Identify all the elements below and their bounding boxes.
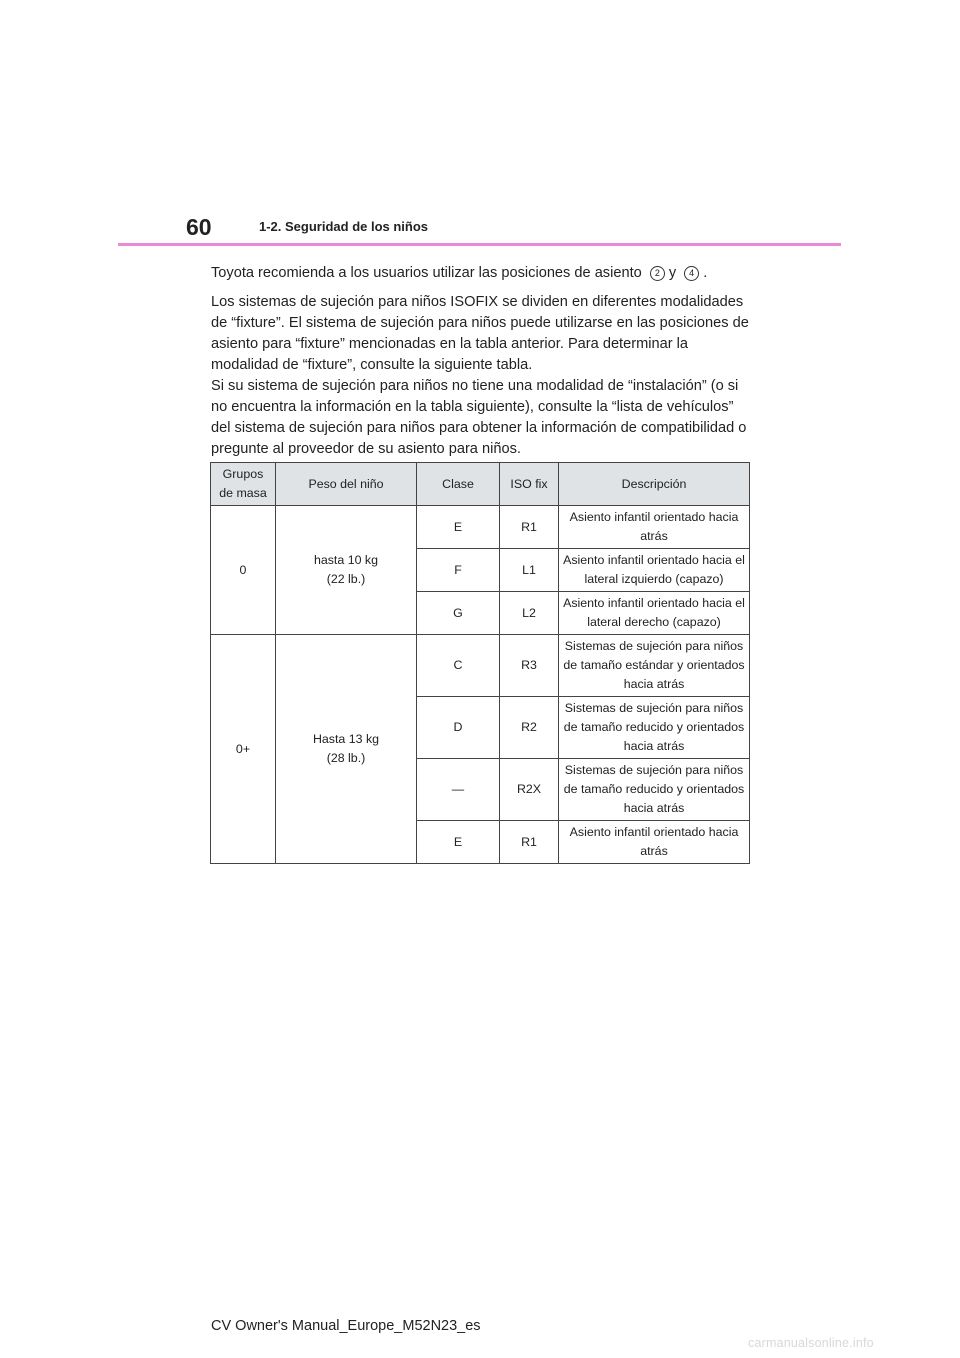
header-divider <box>118 243 841 246</box>
description-cell: Asiento infantil orientado hacia el lateral izquierdo (capazo) <box>559 549 750 592</box>
iso-cell: L2 <box>500 592 559 635</box>
seat-position-2-icon: 2 <box>650 266 665 281</box>
seat-position-4-icon: 4 <box>684 266 699 281</box>
manual-footer: CV Owner's Manual_Europe_M52N23_es <box>211 1318 481 1334</box>
intro-text <box>211 263 751 460</box>
group-cell: 0+ <box>211 635 276 864</box>
table-header-row <box>211 463 750 506</box>
iso-cell: R2X <box>500 759 559 821</box>
isofix-table <box>210 462 750 864</box>
description-cell: Asiento infantil orientado hacia el lateral derecho (capazo) <box>559 592 750 635</box>
class-cell: G <box>417 592 500 635</box>
weight-line1: hasta 10 kg <box>313 553 379 567</box>
header-group <box>211 463 276 506</box>
iso-cell: R2 <box>500 697 559 759</box>
intro-p1-text: Toyota recomienda a los usuarios utilizar las posiciones de asiento <box>211 265 642 281</box>
intro-paragraph-1 <box>211 263 751 284</box>
class-cell: E <box>417 506 500 549</box>
header-iso: ISO fix <box>500 463 559 506</box>
header-group-line1: Grupos <box>222 467 264 481</box>
weight-cell <box>276 506 417 635</box>
header-class: Clase <box>417 463 500 506</box>
intro-paragraph-3: Si su sistema de sujeción para niños no tiene una modalidad de “instalación” (o si no encuentra la información en la tabla siguiente), consulte la “lista de vehículos” del sistema de sujeción para niños para obtener la información de compatibilidad o pregunte al proveedor de su asiento para niños. <box>211 378 747 457</box>
class-cell: E <box>417 821 500 864</box>
class-cell: C <box>417 635 500 697</box>
intro-paragraph-2: Los sistemas de sujeción para niños ISOFIX se dividen en diferentes modalidades de “fixture”. El sistema de sujeción para niños puede utilizarse en las posiciones de asiento para “fixture” mencionadas en la tabla anterior. Para determinar la modalidad de “fixture”, consulte la siguiente tabla. <box>211 294 749 373</box>
class-cell: — <box>417 759 500 821</box>
table-row <box>211 506 750 549</box>
weight-cell <box>276 635 417 864</box>
header-group-line2: de masa <box>219 486 267 500</box>
description-cell: Sistemas de sujeción para niños de tamaño estándar y orientados hacia atrás <box>559 635 750 697</box>
intro-p1-join: y <box>668 265 677 281</box>
watermark: carmanualsonline.info <box>748 1336 874 1350</box>
table-row <box>211 635 750 697</box>
header-weight: Peso del niño <box>276 463 417 506</box>
iso-cell: R1 <box>500 821 559 864</box>
iso-cell: R3 <box>500 635 559 697</box>
iso-cell: R1 <box>500 506 559 549</box>
section-title: 1-2. Seguridad de los niños <box>259 219 429 234</box>
header-description: Descripción <box>559 463 750 506</box>
weight-line1: Hasta 13 kg <box>312 732 380 746</box>
page-number: 60 <box>186 214 212 240</box>
group-cell: 0 <box>211 506 276 635</box>
iso-cell: L1 <box>500 549 559 592</box>
description-cell: Sistemas de sujeción para niños de tamaño reducido y orientados hacia atrás <box>559 697 750 759</box>
class-cell: F <box>417 549 500 592</box>
weight-line2: (28 lb.) <box>326 751 366 765</box>
description-cell: Asiento infantil orientado hacia atrás <box>559 821 750 864</box>
intro-p1-end: . <box>703 265 708 281</box>
class-cell: D <box>417 697 500 759</box>
description-cell: Sistemas de sujeción para niños de tamaño reducido y orientados hacia atrás <box>559 759 750 821</box>
weight-line2: (22 lb.) <box>326 572 366 586</box>
description-cell: Asiento infantil orientado hacia atrás <box>559 506 750 549</box>
